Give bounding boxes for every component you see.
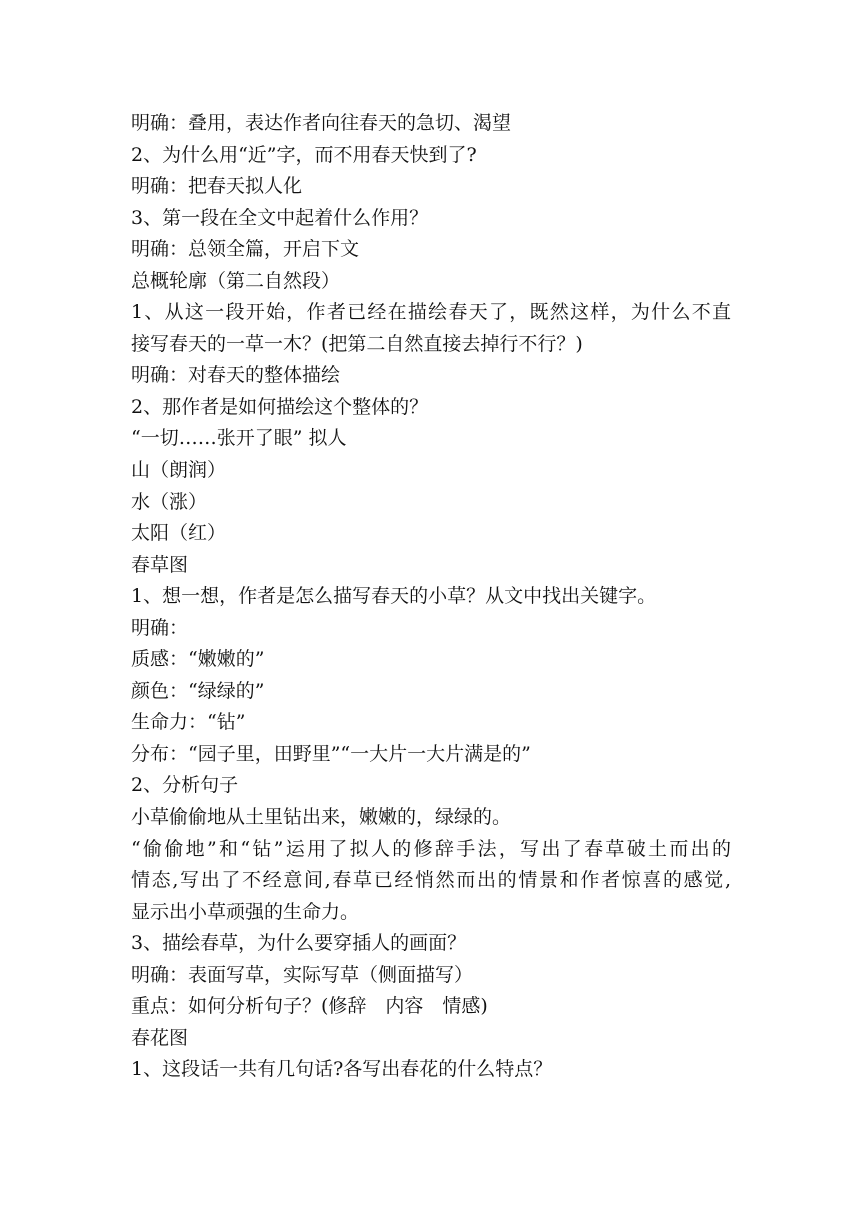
text-line: 质感：“嫩嫩的” xyxy=(131,648,265,671)
text-line: 小草偷偷地从土里钻出来，嫩嫩的，绿绿的。 xyxy=(131,806,512,829)
question-line: 1、想一想，作者是怎么描写春天的小草？从文中找出关键字。 xyxy=(131,585,657,608)
section-heading: 春草图 xyxy=(131,553,189,576)
text-line: 分布：“园子里，田野里”“一大片一大片满是的” xyxy=(131,742,531,765)
text-line: “一切……张开了眼” 拟人 xyxy=(131,427,347,450)
question-line: 2、为什么用“近”字，而不用春天快到了? xyxy=(131,143,477,166)
question-line: 1、从这一段开始，作者已经在描绘春天了，既然这样，为什么不直 xyxy=(131,301,731,324)
answer-line: 明确： xyxy=(131,616,189,639)
question-line: 2、那作者是如何描绘这个整体的？ xyxy=(131,395,429,418)
answer-line: 明确：总领全篇，开启下文 xyxy=(131,238,360,261)
question-line-continued: 接写春天的一草一木？(把第二自然直接去掉行不行？) xyxy=(131,332,583,355)
question-line: 2、分析句子 xyxy=(131,774,239,797)
section-heading: 春花图 xyxy=(131,1026,189,1049)
text-line: 重点：如何分析句子？(修辞 内容 情感) xyxy=(131,995,488,1018)
text-line: 山（朗润） xyxy=(131,459,227,482)
text-line: 生命力：“钻” xyxy=(131,711,246,734)
paragraph-line: 显示出小草顽强的生命力。 xyxy=(131,900,360,923)
answer-line: 明确：对春天的整体描绘 xyxy=(131,364,341,387)
paragraph-line: “偷偷地”和“钻”运用了拟人的修辞手法，写出了春草破土而出的 xyxy=(131,837,731,860)
document-body xyxy=(131,108,731,1086)
answer-line: 明确：表面写草，实际写草（侧面描写） xyxy=(131,963,474,986)
question-line: 3、第一段在全文中起着什么作用？ xyxy=(131,206,429,229)
text-line: 太阳（红） xyxy=(131,522,227,545)
text-line: 水（涨） xyxy=(131,490,208,513)
answer-line: 明确：把春天拟人化 xyxy=(131,175,303,198)
text-line: 颜色：“绿绿的” xyxy=(131,679,265,702)
question-line: 3、描绘春草，为什么要穿插人的画面？ xyxy=(131,932,467,955)
text-line: 明确：叠用，表达作者向往春天的急切、渴望 xyxy=(131,112,512,134)
question-line: 1、这段话一共有几句话?各写出春花的什么特点？ xyxy=(131,1058,553,1081)
paragraph-line: 情态,写出了不经意间,春草已经悄然而出的情景和作者惊喜的感觉, xyxy=(131,869,731,892)
section-heading: 总概轮廓（第二自然段） xyxy=(131,269,341,292)
